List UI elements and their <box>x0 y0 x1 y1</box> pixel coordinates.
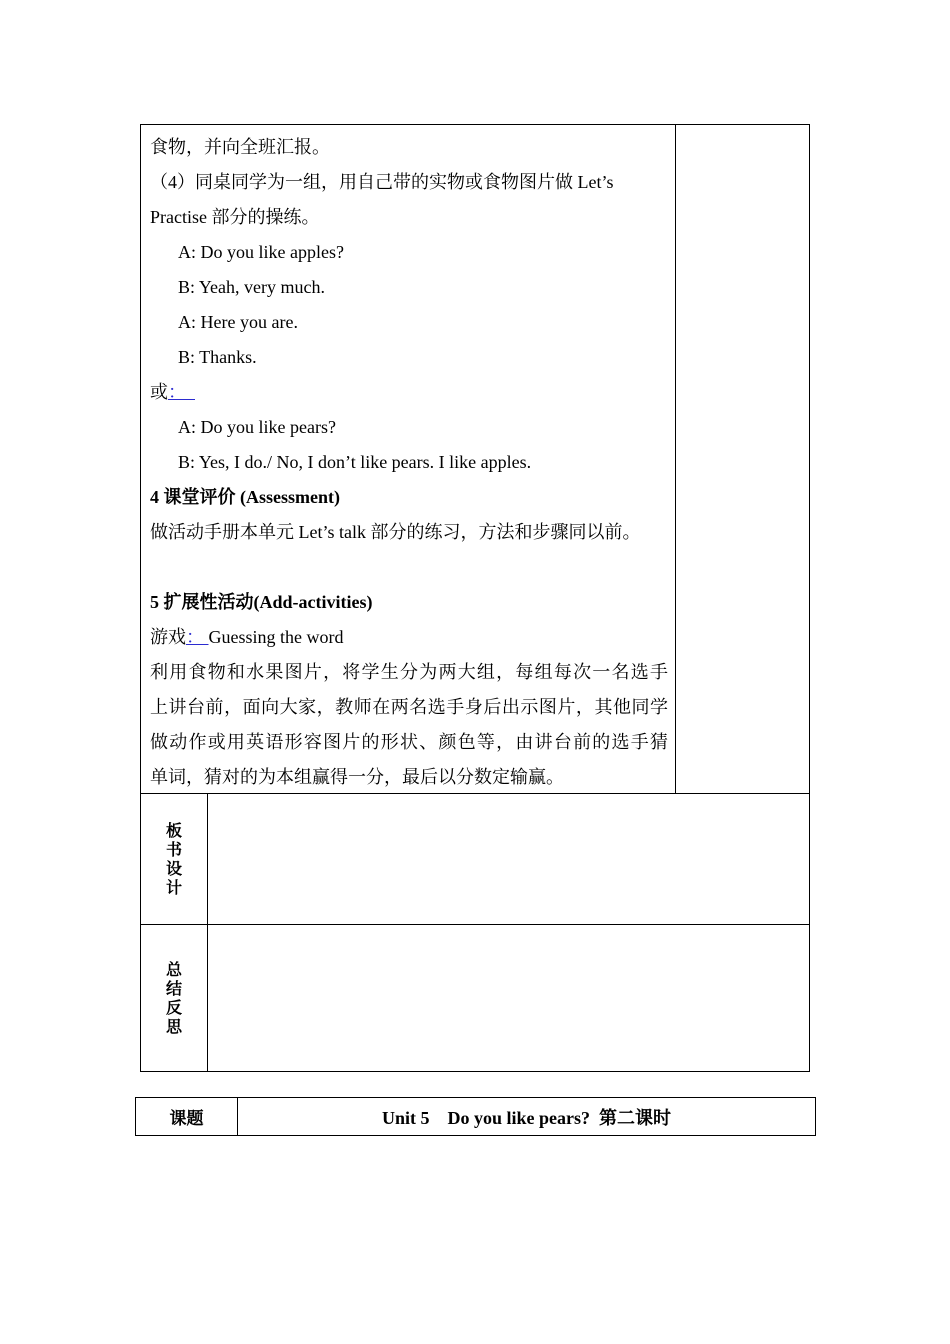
dialogue-line: B: Thanks. <box>178 347 257 367</box>
summary-reflection-row <box>141 924 809 1071</box>
notes-cell <box>676 125 809 793</box>
dialogue-line: A: Here you are. <box>178 312 298 332</box>
board-design-row <box>141 793 809 924</box>
summary-content <box>208 925 809 1071</box>
game-line <box>150 626 343 648</box>
topic-label: 课题 <box>136 1098 238 1135</box>
topic-title: Unit 5 Do you like pears? 第二课时 <box>381 1107 671 1128</box>
assessment-text: 做活动手册本单元 Let’s talk 部分的练习，方法和步骤同以前。 <box>150 522 641 542</box>
or-label: 或 <box>150 382 168 402</box>
assessment-heading: 4 课堂评价 (Assessment) <box>150 487 340 507</box>
summary-label-cell <box>141 925 208 1071</box>
game-name: Guessing the word <box>208 627 344 647</box>
dialogue-line: B: Yeah, very much. <box>178 277 325 297</box>
teaching-process-cell <box>141 125 676 793</box>
next-lesson-table <box>135 1097 816 1136</box>
dialogue-line: B: Yes, I do./ No, I don’t like pears. I like apples. <box>178 452 532 472</box>
game-description-line: 单词，猜对的为本组赢得一分，最后以分数定输赢。 <box>150 767 564 787</box>
activities-heading: 5 扩展性活动(Add-activities) <box>150 592 373 612</box>
game-description-line: 利用食物和水果图片，将学生分为两大组，每组每次一名选手 <box>150 662 668 682</box>
game-label: 游戏 <box>150 627 186 647</box>
board-design-content <box>208 794 809 924</box>
game-colon: ： <box>186 627 204 647</box>
lesson-plan-table <box>140 124 810 1072</box>
dialogue-line: A: Do you like apples? <box>178 242 344 262</box>
summary-label: 总结反思 <box>165 960 182 1036</box>
text-line: Practise 部分的操练。 <box>150 207 320 227</box>
or-line <box>150 381 195 403</box>
board-design-label-cell <box>141 794 208 924</box>
text-line: （4）同桌同学为一组，用自己带的实物或食物图片做 Let’s <box>150 172 614 192</box>
text-line: 食物，并向全班汇报。 <box>150 137 330 157</box>
or-colon: ： <box>168 382 186 402</box>
board-design-label: 板书设计 <box>165 821 182 897</box>
dialogue-line: A: Do you like pears? <box>178 417 336 437</box>
game-description-line: 做动作或用英语形容图片的形状、颜色等，由讲台前的选手猜 <box>150 732 668 752</box>
game-description-line: 上讲台前，面向大家，教师在两名选手身后出示图片，其他同学 <box>150 697 668 717</box>
